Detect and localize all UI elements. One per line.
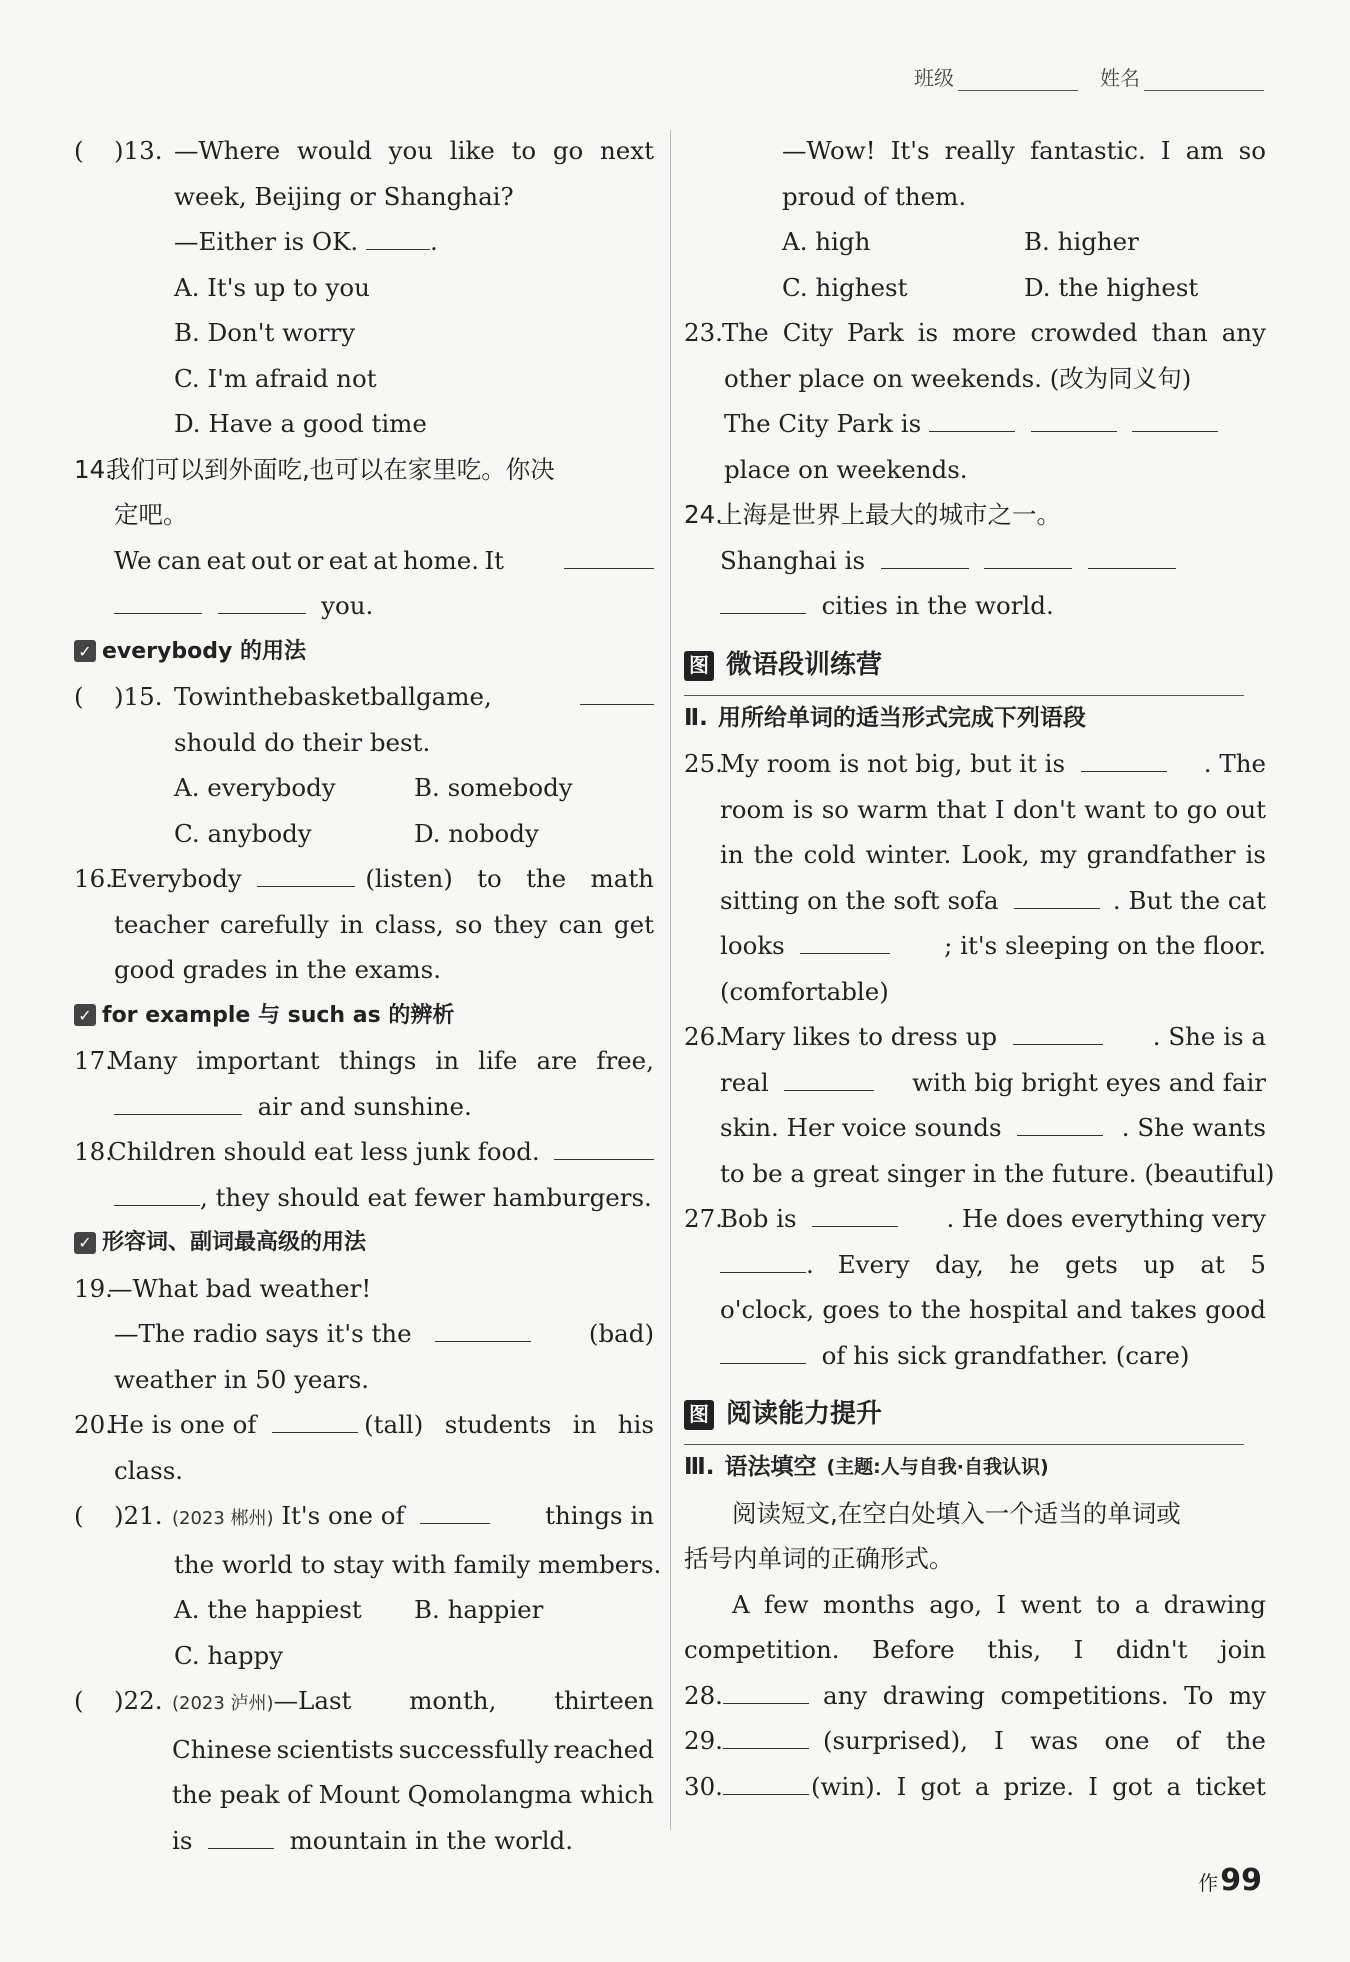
option-b[interactable]: B. higher: [1024, 227, 1139, 256]
question-18: 18. Children should eat less junk food.: [74, 1129, 654, 1175]
passage-line: competition. Before this, I didn't join: [684, 1635, 1266, 1664]
section-heading-everybody: ✓ everybody 的用法: [74, 629, 654, 675]
name-field[interactable]: 姓名: [1100, 62, 1264, 91]
section-heading-superlatives: ✓ 形容词、副词最高级的用法: [74, 1220, 654, 1266]
answer-blank[interactable]: [272, 1408, 358, 1433]
question-19: 19. —What bad weather!: [74, 1273, 372, 1303]
answer-blank[interactable]: [208, 1824, 274, 1849]
passage-line: 29. (surprised), I was one of the: [684, 1726, 1266, 1755]
part-2-heading: Ⅱ. 用所给单词的适当形式完成下列语段: [684, 704, 1086, 731]
answer-blank[interactable]: [366, 225, 430, 250]
answer-blank[interactable]: [720, 589, 806, 614]
answer-blank[interactable]: [580, 680, 654, 705]
passage-line: A few months ago, I went to a drawing: [732, 1589, 1266, 1619]
check-icon: ✓: [74, 640, 96, 662]
option-b[interactable]: B. happier: [414, 1595, 544, 1624]
page-header: [914, 62, 1264, 91]
answer-blank[interactable]: [984, 544, 1072, 569]
question-27: 27. Bob is . He does everything very: [684, 1204, 1266, 1233]
book-icon: 图: [684, 651, 714, 681]
source-tag: (2023 泸州): [172, 1693, 274, 1714]
question-25: 25. My room is not big, but it is . The: [684, 749, 1266, 778]
answer-blank[interactable]: [420, 1499, 490, 1524]
right-column: —Wow! It's really fantastic. I am so proud of them. A. high B. higher C. highest D. the highest 23. The City Park is more crowded than any other place on weekends. (改为同义句) The City Park is place on weekends. 24. 上海是世界上最大的城市之一。 Shanghai is cities in the world. 图 微语段训练营 Ⅱ. 用所给单词的适当形式完成下列语段 25. My room is not big, but it is . The room is so warm that I don't want to go out in the cold winter. Look, my grandfather is sitting on the soft sofa . But the cat looks ; it's sleeping on the floor. (comfortable) 26. Mary likes to dress up . She is a real with big bright eyes and fair skin. Her voice sounds . She wants to be a great singer in the future. (beautiful) 27. Bob is . He does everything very . Every day, he gets up at 5 o'clock, goes to the hospital and takes good of his sick grandfather. (care) 图 阅读能力提升 Ⅲ. 语法填空 (主题:人与自我·自我认识) 阅读短文,在空白处填入一个适当的单词或 括号内单词的正确形式。 A few months ago, I went to a drawing competition. Before this, I didn't join 28. any drawing competitions. To my 29. (surprised), I was one of the 30. (win). I got a prize. I got a ticket: [684, 128, 1266, 1809]
question-23: 23. The City Park is more crowded than any: [684, 318, 1266, 347]
answer-blank[interactable]: [1014, 884, 1100, 909]
question-16: 16. Everybody (listen) to the math: [74, 864, 654, 893]
option-c[interactable]: C. happy: [174, 1640, 284, 1670]
answer-blank[interactable]: [881, 544, 969, 569]
answer-blank[interactable]: [114, 1181, 200, 1206]
option-a[interactable]: A. everybody: [174, 773, 336, 802]
answer-blank[interactable]: [257, 862, 355, 887]
question-14: 14. 我们可以到外面吃,也可以在家里吃。你决: [74, 454, 555, 484]
option-c[interactable]: C. anybody: [174, 818, 312, 848]
part-3-heading: Ⅲ. 语法填空 (主题:人与自我·自我认识): [684, 1454, 1049, 1480]
option-d[interactable]: D. Have a good time: [174, 409, 427, 438]
answer-blank[interactable]: [1013, 1020, 1103, 1045]
option-c[interactable]: C. highest: [782, 272, 908, 302]
option-d[interactable]: D. nobody: [414, 818, 539, 848]
option-a[interactable]: A. It's up to you: [174, 272, 370, 302]
source-tag: (2023 郴州): [172, 1508, 274, 1529]
class-field[interactable]: 班级: [914, 62, 1078, 91]
check-icon: ✓: [74, 1004, 96, 1026]
answer-blank[interactable]: [1088, 544, 1176, 569]
answer-blank[interactable]: [800, 929, 890, 954]
section-banner-reading: 图 阅读能力提升: [684, 1386, 1244, 1445]
answer-blank[interactable]: [114, 1090, 242, 1115]
answer-blank[interactable]: [812, 1202, 898, 1227]
answer-blank[interactable]: [720, 1248, 806, 1273]
answer-blank[interactable]: [784, 1066, 874, 1091]
passage-line: 30. (win). I got a prize. I got a ticket: [684, 1771, 1266, 1801]
question-26: 26. Mary likes to dress up . She is a: [684, 1022, 1266, 1051]
answer-blank[interactable]: [554, 1135, 654, 1160]
passage-line: 28. any drawing competitions. To my: [684, 1680, 1266, 1710]
answer-blank[interactable]: [1017, 1111, 1103, 1136]
option-a[interactable]: A. the happiest: [174, 1595, 362, 1624]
question-20: 20. He is one of (tall) students in his: [74, 1410, 654, 1439]
answer-blank[interactable]: [564, 544, 654, 569]
answer-blank[interactable]: [1132, 407, 1218, 432]
check-icon: ✓: [74, 1232, 96, 1254]
option-b[interactable]: B. Don't worry: [174, 318, 356, 347]
answer-blank[interactable]: [218, 589, 306, 614]
section-banner-micro-paragraph: 图 微语段训练营: [684, 637, 1244, 696]
book-icon: 图: [684, 1400, 714, 1430]
column-divider: [670, 130, 671, 1830]
answer-blank[interactable]: [723, 1724, 809, 1749]
answer-blank[interactable]: [929, 407, 1015, 432]
answer-blank[interactable]: [435, 1317, 531, 1342]
question-22: ( )22. (2023 泸州) —Last month, thirteen: [74, 1678, 654, 1727]
answer-blank[interactable]: [114, 589, 202, 614]
answer-blank[interactable]: [1081, 747, 1167, 772]
question-17: 17. Many important things in life are free,: [74, 1046, 654, 1075]
option-a[interactable]: A. high: [782, 227, 871, 256]
option-c[interactable]: C. I'm afraid not: [174, 363, 377, 393]
answer-blank[interactable]: [723, 1770, 809, 1795]
answer-blank[interactable]: [723, 1679, 809, 1704]
answer-blank[interactable]: [720, 1339, 806, 1364]
option-d[interactable]: D. the highest: [1024, 272, 1199, 302]
section-heading-for-example: ✓ for example 与 such as 的辨析: [74, 993, 654, 1039]
answer-blank[interactable]: [1031, 407, 1117, 432]
left-column: ( )13. —Where would you like to go next week, Beijing or Shanghai? —Either is OK. . A. It's up to you B. Don't worry C. I'm afraid not D. Have a good time 14. 我们可以到外面吃,也可以在家里吃。你决 定吧。 We can eat out or eat at home. It you. ✓ everybody 的用法 ( )15. To win the basketball game, should do their best. A. everybody B. somebody C. anybody D. nobody 16. Everybody (listen) to the math teacher carefully in class, so they can get good grades in the exams. ✓ for example 与 such as 的辨析 17. Many important things in life are free, air and sunshine. 18. Children should eat less junk food. , they should eat fewer hamburgers. ✓ 形容词、副词最高级的用法 19. —What bad weather! —The radio says it's the (bad) weather in 50 years. 20. He is one of (tall) students in his class. ( )21. (2023 郴州) It's one of things in the world to stay with family members. A. the happiest B. happier C. happy ( )22. (2023 泸州) —Last month, thirteen Chinese scientists successfully reached the peak of Mount Qomolangma which is mountain in the world.: [74, 128, 654, 1863]
question-13: ( )13. —Where would you like to go next: [74, 128, 654, 174]
question-15: ( )15. To win the basketball game,: [74, 674, 654, 720]
question-24: 24. 上海是世界上最大的城市之一。: [684, 500, 1061, 529]
option-b[interactable]: B. somebody: [414, 773, 573, 802]
page-number: 作 99: [1198, 1863, 1262, 1898]
q13-line1: —Where would you like to go next: [174, 136, 654, 165]
question-21: ( )21. (2023 郴州) It's one of things in: [74, 1493, 654, 1542]
